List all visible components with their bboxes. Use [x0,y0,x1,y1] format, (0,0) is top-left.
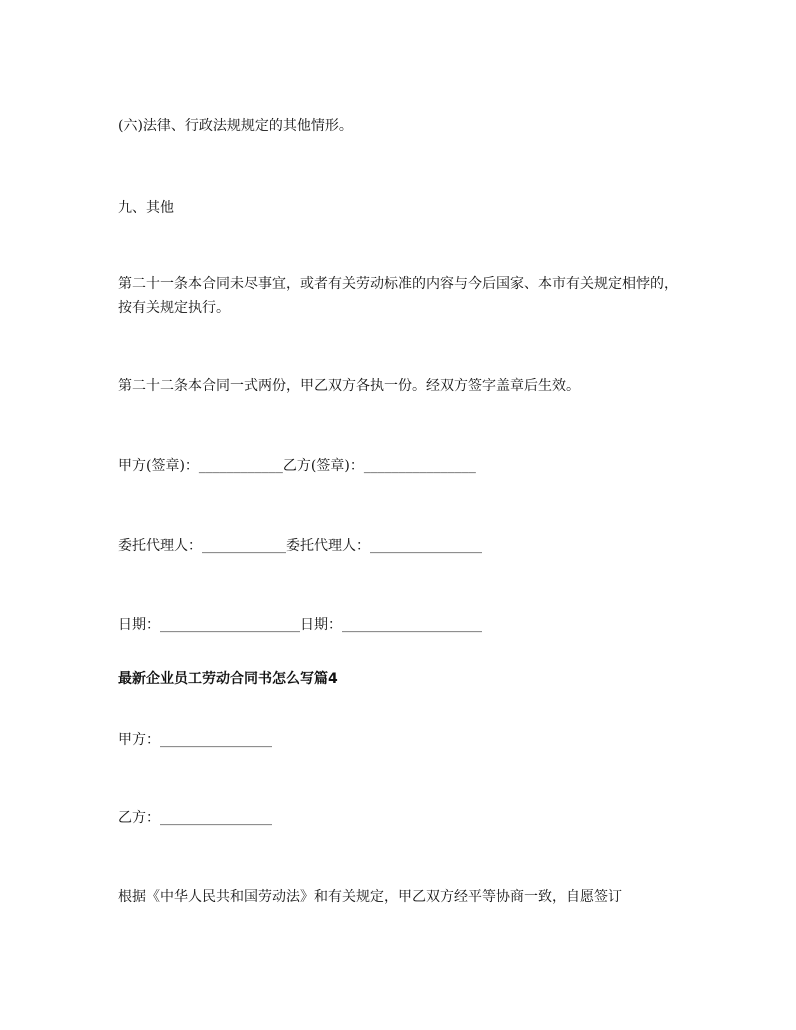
intro-paragraph: 根据《中华人民共和国劳动法》和有关规定，甲乙双方经平等协商一致，自愿签订 [118,889,622,905]
article-21: 第二十一条本合同未尽事宜，或者有关劳动标准的内容与今后国家、本市有关规定相悖的，按有关规定执行。 [118,276,678,316]
clause-item-6: (六)法律、行政法规规定的其他情形。 [118,118,353,134]
signature-parties-line: 甲方(签章)：____________乙方(签章)：________________ [118,458,476,474]
article-22: 第二十二条本合同一式两份，甲乙双方各执一份。经双方签字盖章后生效。 [118,378,580,394]
signature-dates-line: 日期：____________________日期：____________________ [118,617,482,633]
section-heading-4: 最新企业员工劳动合同书怎么写篇4 [118,671,338,687]
party-a-line: 甲方：________________ [118,732,272,748]
section-title-other: 九、其他 [118,200,174,216]
party-b-line: 乙方：________________ [118,810,272,826]
signature-agents-line: 委托代理人：____________委托代理人：________________ [118,538,482,554]
